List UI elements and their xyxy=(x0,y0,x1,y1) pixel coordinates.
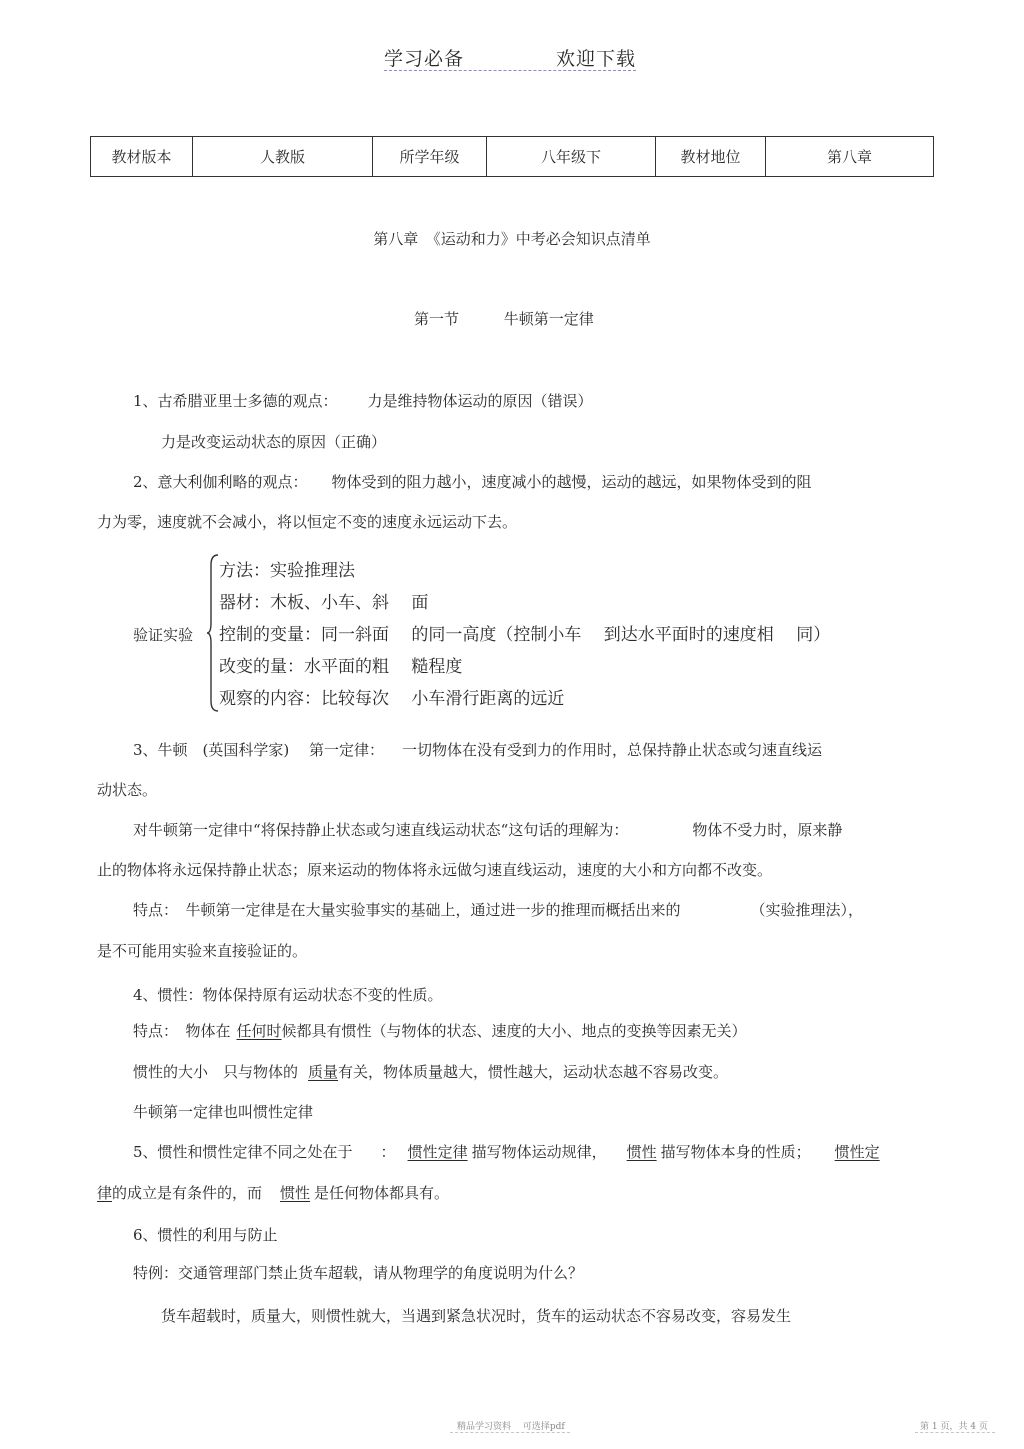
text-span: 3、牛顿 (英国科学家) 第一定律： xyxy=(133,741,385,759)
underlined-term: 律 xyxy=(97,1184,113,1202)
table-cell: 所学年级 xyxy=(373,137,487,177)
header-underline xyxy=(384,70,636,71)
underlined-term: 任何时 xyxy=(236,1022,282,1040)
table-row xyxy=(91,137,934,177)
paragraph-3e xyxy=(133,899,863,920)
table-cell: 八年级下 xyxy=(487,137,656,177)
text-span: 是任何物体都具有。 xyxy=(314,1184,450,1202)
paragraph-1b: 力是改变运动状态的原因（正确） xyxy=(161,433,387,451)
text-span: （实验推理法）， xyxy=(750,901,864,919)
paragraph-4d: 牛顿第一定律也叫惯性定律 xyxy=(133,1103,314,1121)
section-name: 牛顿第一定律 xyxy=(503,310,594,328)
header-left: 学习必备 xyxy=(384,48,465,70)
table-cell: 第八章 xyxy=(766,137,934,177)
table-cell: 教材版本 xyxy=(91,137,193,177)
table-cell: 教材地位 xyxy=(656,137,766,177)
paragraph-3f: 是不可能用实验来直接验证的。 xyxy=(97,942,308,960)
experiment-item: 观察的内容：比较每次 小车滑行距离的远近 xyxy=(219,689,565,709)
text-span: 候都具有惯性（与物体的状态、速度的大小、地点的变换等因素无关） xyxy=(281,1022,747,1040)
paragraph-3c xyxy=(133,819,842,840)
text-span: 物体受到的阻力越小，速度减小的越慢，运动的越远，如果物体受到的阻 xyxy=(331,473,812,491)
underlined-term: 惯性 xyxy=(280,1184,311,1202)
text-span: 力是维持物体运动的原因（错误） xyxy=(367,392,593,410)
experiment-item: 控制的变量：同一斜面 的同一高度（控制小车 到达水平面时的速度相 同） xyxy=(219,625,831,645)
text-span: 特点： 牛顿第一定律是在大量实验事实的基础上，通过进一步的推理而概括出来的 xyxy=(133,901,681,919)
footer-divider xyxy=(450,1432,570,1433)
paragraph-6b: 特例：交通管理部门禁止货车超载，请从物理学的角度说明为什么？ xyxy=(133,1264,584,1282)
text-span: 物体不受力时，原来静 xyxy=(692,821,843,839)
text-span: 描写物体运动规律， xyxy=(471,1143,607,1161)
info-table xyxy=(90,136,934,177)
section-heading xyxy=(414,308,594,329)
experiment-item: 改变的量：水平面的粗 糙程度 xyxy=(219,657,463,677)
page-header xyxy=(0,40,1024,72)
underlined-term: 惯性 xyxy=(626,1143,657,1161)
underlined-term: 惯性定律 xyxy=(407,1143,468,1161)
experiment-label: 验证实验 xyxy=(133,626,194,644)
paragraph-3b: 动状态。 xyxy=(97,781,158,799)
paragraph-3d: 止的物体将永远保持静止状态；原来运动的物体将永远做匀速直线运动，速度的大小和方向都不改变。 xyxy=(97,861,773,879)
text-span: 对牛顿第一定律中“将保持静止状态或匀速直线运动状态“这句话的理解为： xyxy=(133,821,629,839)
footer-left: 精品学习资料 可选择pdf xyxy=(457,1422,565,1432)
text-span: ： xyxy=(380,1143,396,1161)
section-number: 第一节 xyxy=(414,310,460,328)
text-span: 有关，物体质量越大，惯性越大，运动状态越不容易改变。 xyxy=(338,1063,729,1081)
paragraph-4: 4、惯性：物体保持原有运动状态不变的性质。 xyxy=(133,986,443,1004)
underlined-term: 惯性定 xyxy=(834,1143,880,1161)
paragraph-1 xyxy=(133,390,593,411)
paragraph-5b xyxy=(97,1182,449,1203)
header-right: 欢迎下载 xyxy=(556,48,637,70)
paragraph-2b: 力为零，速度就不会减小，将以恒定不变的速度永远运动下去。 xyxy=(97,513,518,531)
footer-divider xyxy=(915,1432,995,1433)
text-span: 特点： 物体在 xyxy=(133,1022,231,1040)
experiment-item: 方法：实验推理法 xyxy=(219,561,355,581)
text-span: 5、惯性和惯性定律不同之处在于 xyxy=(133,1143,353,1161)
footer-page: 第 1 页，共 4 页 xyxy=(920,1422,988,1432)
paragraph-6c: 货车超载时，质量大，则惯性就大，当遇到紧急状况时，货车的运动状态不容易改变，容易发生 xyxy=(161,1307,792,1325)
paragraph-5 xyxy=(133,1141,880,1162)
table-cell: 人教版 xyxy=(193,137,373,177)
text-span: 一切物体在没有受到力的作用时，总保持静止状态或匀速直线运 xyxy=(402,741,823,759)
text-span: 描写物体本身的性质； xyxy=(660,1143,811,1161)
paragraph-2 xyxy=(133,471,812,492)
paragraph-3 xyxy=(133,739,822,760)
text-span: 1、古希腊亚里士多德的观点： xyxy=(133,392,338,410)
experiment-item: 器材：木板、小车、斜 面 xyxy=(219,593,429,613)
brace-icon xyxy=(206,553,220,713)
paragraph-6: 6、惯性的利用与防止 xyxy=(133,1226,278,1244)
paragraph-4b xyxy=(133,1020,747,1041)
text-span: 2、意大利伽利略的观点： xyxy=(133,473,308,491)
underlined-term: 质量 xyxy=(308,1063,339,1081)
text-span: 惯性的大小 只与物体的 xyxy=(133,1063,299,1081)
text-span: 的成立是有条件的，而 xyxy=(112,1184,263,1202)
paragraph-4c xyxy=(133,1061,728,1082)
document-title: 第八章 《运动和力》中考必会知识点清单 xyxy=(373,230,651,248)
